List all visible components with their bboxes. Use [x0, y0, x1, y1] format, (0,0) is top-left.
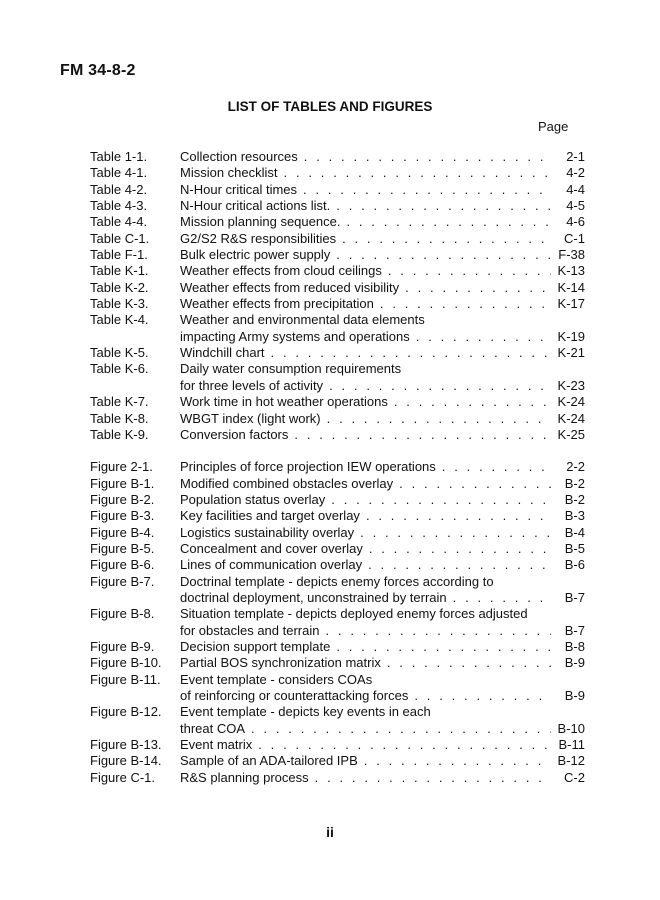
dot-leader: [394, 394, 551, 410]
figure-entry[interactable]: [90, 557, 585, 573]
entry-page-number: F-38: [558, 247, 585, 263]
figures-section: [90, 459, 585, 786]
entry-line: [180, 574, 585, 590]
entry-body: [180, 214, 585, 230]
entry-title: Situation template - depicts deployed enemy forces adjusted: [180, 606, 528, 622]
entry-title: Sample of an ADA-tailored IPB: [180, 753, 358, 769]
entry-title: Conversion factors: [180, 426, 289, 442]
table-entry[interactable]: [90, 394, 585, 410]
entry-title: Modified combined obstacles overlay: [180, 475, 394, 491]
entry-title: N-Hour critical times: [180, 181, 298, 197]
entry-label: Table K-6.: [90, 361, 149, 377]
entry-line: [180, 296, 585, 312]
entry-label: Table K-5.: [90, 345, 149, 361]
entry-page-number: 2-1: [566, 149, 585, 164]
entry-label: Figure C-1.: [90, 769, 156, 785]
entry-label: Figure B-1.: [90, 475, 155, 491]
entry-label: Table K-2.: [90, 279, 149, 295]
entry-body: [180, 427, 585, 443]
entry-title: Mission planning sequence.: [180, 214, 341, 230]
entry-title: Mission checklist: [180, 165, 278, 181]
entry-title: Logistics sustainability overlay: [180, 524, 355, 540]
entry-body: [180, 672, 585, 705]
dot-leader: [271, 345, 551, 361]
entry-line: [180, 655, 585, 671]
entry-title: Partial BOS synchronization matrix: [180, 655, 381, 671]
dot-leader: [336, 198, 551, 214]
entry-title: Event template - depicts key events in each: [180, 704, 431, 720]
dot-leader: [387, 655, 551, 671]
entry-page-number: B-4: [564, 524, 585, 540]
entry-page-number: 4-6: [566, 214, 585, 230]
entry-label: Table F-1.: [90, 247, 148, 263]
entry-page-number: B-11: [558, 737, 585, 753]
entry-line: [180, 280, 585, 296]
entry-line: [180, 247, 585, 263]
entry-page-number: K-24: [557, 394, 585, 410]
entry-page-number: B-8: [564, 638, 585, 654]
entry-label: Figure B-5.: [90, 540, 155, 556]
figure-entry[interactable]: [90, 655, 585, 671]
table-entry[interactable]: [90, 247, 585, 263]
entry-label: Figure B-6.: [90, 557, 155, 573]
entry-title: Event template - considers COAs: [180, 671, 373, 687]
dot-leader: [315, 770, 551, 786]
entry-label: Table K-9.: [90, 426, 149, 442]
page-column-heading: Page: [538, 119, 569, 134]
entry-label: Figure B-9.: [90, 638, 155, 654]
dot-leader: [336, 639, 551, 655]
entry-title: impacting Army systems and operations: [180, 328, 410, 344]
entry-body: [180, 737, 585, 753]
entry-body: [180, 770, 585, 786]
entry-page-number: K-17: [557, 296, 585, 312]
table-entry[interactable]: [90, 296, 585, 312]
entry-page-number: K-25: [557, 426, 585, 442]
entry-title: for three levels of activity: [180, 377, 324, 393]
figure-entry[interactable]: [90, 672, 585, 705]
figure-entry[interactable]: [90, 459, 585, 475]
figure-entry[interactable]: [90, 574, 585, 607]
figure-entry[interactable]: [90, 541, 585, 557]
dot-leader: [380, 296, 551, 312]
entry-line: [180, 198, 585, 214]
figure-entry[interactable]: [90, 606, 585, 639]
entry-label: Table K-1.: [90, 263, 149, 279]
page-number: ii: [326, 824, 334, 840]
entry-body: [180, 182, 585, 198]
entry-title: Lines of communication overlay: [180, 557, 363, 573]
entry-page-number: 4-2: [566, 165, 585, 181]
entry-body: [180, 198, 585, 214]
dot-leader: [331, 492, 551, 508]
figure-entry[interactable]: [90, 704, 585, 737]
entry-page-number: B-2: [564, 491, 585, 507]
entry-line: [180, 394, 585, 410]
entry-line: [180, 231, 585, 247]
entry-body: [180, 345, 585, 361]
entry-label: Table 4-1.: [90, 165, 148, 181]
dot-leader: [342, 231, 551, 247]
entry-line: [180, 525, 585, 541]
entry-line: [180, 704, 585, 720]
entry-body: [180, 312, 585, 345]
dot-leader: [405, 280, 551, 296]
entry-page-number: B-5: [564, 540, 585, 556]
entry-body: [180, 525, 585, 541]
entry-body: [180, 492, 585, 508]
entry-page-number: B-10: [557, 720, 585, 736]
entry-page-number: 4-4: [566, 181, 585, 197]
table-entry[interactable]: [90, 345, 585, 361]
entry-line: [180, 737, 585, 753]
entry-label: Figure B-7.: [90, 573, 155, 589]
entry-label: Table C-1.: [90, 230, 150, 246]
dot-leader: [294, 427, 551, 443]
entry-line: [180, 476, 585, 492]
entry-line: [180, 721, 585, 737]
entry-label: Figure B-8.: [90, 606, 155, 622]
entry-page-number: B-6: [564, 557, 585, 573]
figure-entry[interactable]: [90, 737, 585, 753]
dot-leader: [369, 541, 551, 557]
dot-leader: [251, 721, 551, 737]
entry-body: [180, 574, 585, 607]
dot-leader: [284, 165, 551, 181]
entry-page-number: C-1: [564, 230, 585, 246]
dot-leader: [336, 247, 551, 263]
entry-label: Figure B-10.: [90, 655, 162, 671]
dot-leader: [364, 753, 551, 769]
entry-line: [180, 149, 585, 165]
figure-entry[interactable]: [90, 753, 585, 769]
entry-title: Key facilities and target overlay: [180, 508, 360, 524]
entry-body: [180, 231, 585, 247]
entry-page-number: B-9: [564, 655, 585, 671]
table-entry[interactable]: [90, 182, 585, 198]
entry-line: [180, 688, 585, 704]
entry-title: Decision support template: [180, 638, 331, 654]
entry-title: Windchill chart: [180, 345, 265, 361]
dot-leader: [366, 508, 551, 524]
entry-label: Table 4-3.: [90, 198, 148, 214]
entry-body: [180, 508, 585, 524]
entry-title: WBGT index (light work): [180, 410, 321, 426]
contents-list: [90, 149, 585, 786]
entry-page-number: B-12: [557, 753, 585, 769]
table-entry[interactable]: [90, 198, 585, 214]
entry-page-number: B-7: [564, 589, 585, 605]
tables-section: [90, 149, 585, 443]
page-title: LIST OF TABLES AND FIGURES: [227, 99, 433, 114]
dot-leader: [388, 263, 551, 279]
table-entry[interactable]: [90, 411, 585, 427]
entry-line: [180, 590, 585, 606]
dot-leader: [258, 737, 551, 753]
entry-title: Weather and environmental data elements: [180, 312, 425, 328]
entry-label: Figure B-13.: [90, 737, 162, 753]
entry-line: [180, 541, 585, 557]
entry-body: [180, 476, 585, 492]
entry-line: [180, 459, 585, 475]
entry-label: Figure B-14.: [90, 753, 162, 769]
entry-line: [180, 672, 585, 688]
entry-line: [180, 329, 585, 345]
entry-body: [180, 753, 585, 769]
entry-line: [180, 182, 585, 198]
entry-label: Figure B-2.: [90, 491, 155, 507]
entry-body: [180, 361, 585, 394]
dot-leader: [346, 214, 551, 230]
dot-leader: [399, 476, 551, 492]
entry-label: Table K-4.: [90, 312, 149, 328]
entry-title: Weather effects from reduced visibility: [180, 279, 400, 295]
entry-label: Table K-3.: [90, 296, 149, 312]
entry-page-number: B-9: [564, 688, 585, 703]
entry-body: [180, 704, 585, 737]
dot-leader: [360, 525, 551, 541]
entry-label: Table K-7.: [90, 394, 149, 410]
entry-title: Weather effects from cloud ceilings: [180, 263, 382, 279]
table-entry[interactable]: [90, 165, 585, 181]
figure-entry[interactable]: [90, 508, 585, 524]
section-gap: [90, 443, 585, 459]
entry-line: [180, 623, 585, 639]
entry-line: [180, 361, 585, 377]
entry-title: Event matrix: [180, 737, 253, 753]
entry-title: doctrinal deployment, unconstrained by terrain: [180, 589, 447, 605]
entry-line: [180, 492, 585, 508]
entry-body: [180, 296, 585, 312]
entry-label: Table 4-2.: [90, 181, 148, 197]
entry-body: [180, 541, 585, 557]
entry-title: Daily water consumption requirements: [180, 361, 402, 377]
dot-leader: [304, 149, 551, 165]
entry-title: Population status overlay: [180, 491, 326, 507]
table-entry[interactable]: [90, 427, 585, 443]
entry-title: Weather effects from precipitation: [180, 296, 374, 312]
entry-label: Figure B-12.: [90, 704, 162, 720]
entry-line: [180, 312, 585, 328]
entry-page-number: 2-2: [566, 459, 585, 475]
entry-label: Figure 2-1.: [90, 459, 153, 475]
entry-title: Bulk electric power supply: [180, 247, 331, 263]
figure-entry[interactable]: [90, 639, 585, 655]
entry-page-number: K-19: [557, 328, 585, 344]
entry-label: Table 4-4.: [90, 214, 148, 230]
dot-leader: [368, 557, 551, 573]
entry-page-number: K-24: [557, 410, 585, 426]
entry-body: [180, 263, 585, 279]
entry-label: Figure B-11.: [90, 671, 161, 687]
entry-title: Collection resources: [180, 149, 298, 164]
figure-entry[interactable]: [90, 476, 585, 492]
entry-page-number: K-13: [557, 263, 585, 279]
entry-line: [180, 427, 585, 443]
entry-page-number: K-23: [557, 377, 585, 393]
entry-line: [180, 165, 585, 181]
entry-title: Work time in hot weather operations: [180, 394, 388, 410]
entry-label: Figure B-3.: [90, 508, 155, 524]
figure-entry[interactable]: [90, 770, 585, 786]
entry-body: [180, 165, 585, 181]
table-entry[interactable]: [90, 214, 585, 230]
entry-body: [180, 394, 585, 410]
entry-body: [180, 411, 585, 427]
entry-page-number: B-2: [564, 475, 585, 491]
entry-title: Doctrinal template - depicts enemy forces according to: [180, 573, 494, 589]
entry-title: Concealment and cover overlay: [180, 540, 363, 556]
table-entry[interactable]: [90, 280, 585, 296]
entry-title: N-Hour critical actions list.: [180, 198, 331, 214]
entry-title: for obstacles and terrain: [180, 622, 320, 638]
dot-leader: [325, 623, 551, 639]
entry-title: R&S planning process: [180, 769, 309, 785]
entry-body: [180, 149, 585, 165]
entry-body: [180, 639, 585, 655]
entry-line: [180, 214, 585, 230]
entry-line: [180, 411, 585, 427]
entry-body: [180, 247, 585, 263]
entry-page-number: B-3: [564, 508, 585, 524]
entry-label: Table 1-1.: [90, 149, 148, 164]
entry-body: [180, 606, 585, 639]
entry-title: threat COA: [180, 720, 246, 736]
dot-leader: [416, 329, 551, 345]
entry-line: [180, 378, 585, 394]
table-entry[interactable]: [90, 263, 585, 279]
entry-label: Figure B-4.: [90, 524, 155, 540]
figure-entry[interactable]: [90, 525, 585, 541]
dot-leader: [327, 411, 551, 427]
dot-leader: [329, 378, 551, 394]
entry-line: [180, 557, 585, 573]
entry-body: [180, 459, 585, 475]
entry-body: [180, 655, 585, 671]
entry-page-number: K-14: [557, 279, 585, 295]
document-id: FM 34-8-2: [60, 62, 136, 79]
entry-title: Principles of force projection IEW operations: [180, 459, 436, 475]
table-entry[interactable]: [90, 231, 585, 247]
dot-leader: [303, 182, 551, 198]
entry-line: [180, 606, 585, 622]
entry-page-number: 4-5: [566, 198, 585, 214]
entry-line: [180, 753, 585, 769]
entry-body: [180, 280, 585, 296]
table-entry[interactable]: [90, 312, 585, 345]
entry-page-number: C-2: [564, 769, 585, 785]
table-entry[interactable]: [90, 361, 585, 394]
entry-line: [180, 639, 585, 655]
dot-leader: [414, 688, 551, 704]
entry-page-number: K-21: [557, 345, 585, 361]
entry-line: [180, 263, 585, 279]
entry-line: [180, 508, 585, 524]
entry-body: [180, 557, 585, 573]
entry-page-number: B-7: [564, 622, 585, 638]
figure-entry[interactable]: [90, 492, 585, 508]
dot-leader: [453, 590, 551, 606]
entry-line: [180, 345, 585, 361]
entry-line: [180, 770, 585, 786]
entry-title: of reinforcing or counterattacking forces: [180, 688, 409, 703]
entry-title: G2/S2 R&S responsibilities: [180, 230, 337, 246]
table-entry[interactable]: [90, 149, 585, 165]
dot-leader: [442, 459, 551, 475]
entry-label: Table K-8.: [90, 410, 149, 426]
